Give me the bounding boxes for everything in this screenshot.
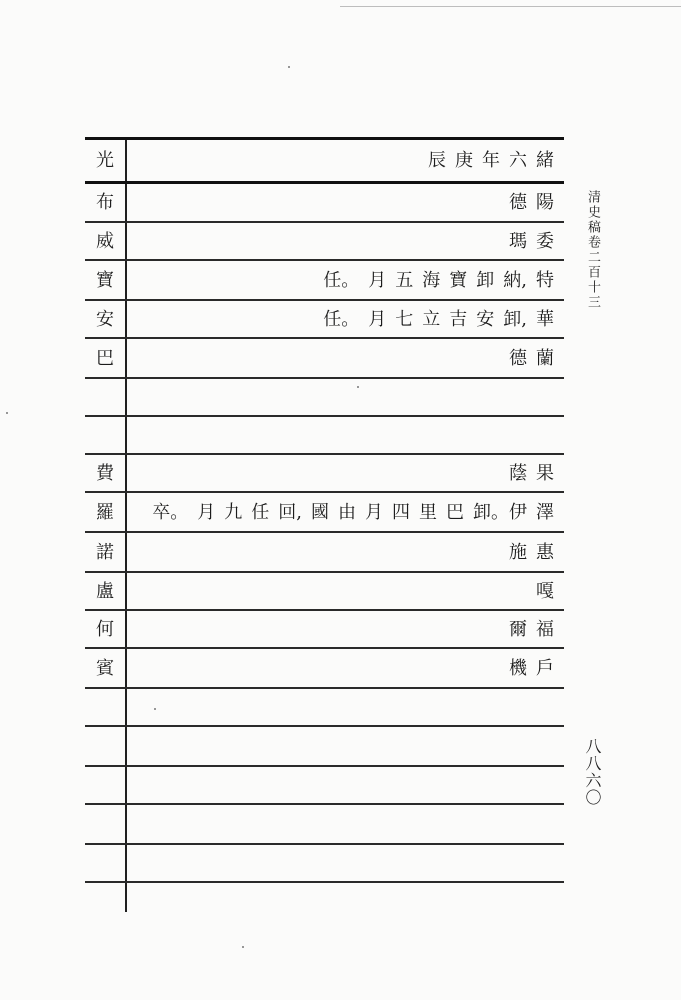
- row-token: 福: [536, 619, 554, 640]
- row-rule: [85, 531, 564, 533]
- row-text-5: [314, 299, 554, 337]
- row-token: 巴: [446, 502, 464, 523]
- row-text-3: [500, 221, 554, 259]
- row-token: 卒。: [152, 502, 189, 523]
- left-cell-14: 賓: [96, 658, 114, 679]
- row-rule: [85, 725, 564, 727]
- row-rule: [85, 299, 564, 301]
- row-token: 澤: [536, 502, 554, 523]
- row-token: 六: [509, 150, 527, 171]
- row-token: 德: [509, 192, 527, 213]
- row-token: 德: [509, 348, 527, 369]
- row-text-10: [143, 491, 554, 531]
- row-token: 年: [482, 150, 500, 171]
- row-rule: [85, 491, 564, 493]
- row-token: 四: [392, 502, 410, 523]
- left-cell-1: 光: [96, 150, 114, 171]
- row-token: 嘎: [536, 581, 554, 602]
- left-cell-6: 巴: [96, 348, 114, 369]
- row-rule: [85, 137, 564, 140]
- row-token: 吉: [449, 309, 468, 330]
- speck: [154, 708, 156, 710]
- row-token: 果: [536, 463, 554, 484]
- row-token: 任。: [323, 270, 360, 291]
- row-token: 任: [251, 502, 270, 523]
- row-rule: [85, 647, 564, 649]
- row-token: 九: [224, 502, 243, 523]
- row-text-6: [500, 337, 554, 377]
- row-rule: [85, 221, 564, 223]
- row-token: 瑪: [509, 231, 527, 252]
- row-text-14: [500, 647, 554, 687]
- row-token: 華: [536, 309, 554, 330]
- row-token: 里: [419, 502, 437, 523]
- register-table: [85, 137, 564, 912]
- row-rule: [85, 259, 564, 261]
- row-token: 卸,: [503, 309, 527, 330]
- row-token: 月: [368, 270, 387, 291]
- row-token: 月: [197, 502, 216, 523]
- row-rule: [85, 687, 564, 689]
- row-token: 緒: [536, 150, 554, 171]
- row-token: 卸。伊: [473, 502, 527, 523]
- row-token: 施: [509, 542, 527, 563]
- volume-title: 清史稿卷二百十三: [585, 190, 600, 310]
- column-divider: [125, 137, 127, 912]
- row-rule: [85, 181, 564, 184]
- top-rule: [340, 6, 681, 7]
- row-rule: [85, 415, 564, 417]
- row-text-13: [500, 609, 554, 647]
- row-rule: [85, 609, 564, 611]
- speck: [242, 946, 244, 948]
- left-cell-17: [85, 765, 125, 803]
- row-text-2: [500, 181, 554, 221]
- left-cell-12: 盧: [96, 581, 114, 602]
- row-token: 特: [536, 270, 554, 291]
- speck: [288, 66, 290, 68]
- row-token: 卸: [476, 270, 495, 291]
- row-token: 立: [422, 309, 441, 330]
- row-rule: [85, 881, 564, 883]
- row-token: 回,: [278, 502, 302, 523]
- row-rule: [85, 377, 564, 379]
- left-cell-19: [85, 843, 125, 881]
- row-token: 蘭: [536, 348, 554, 369]
- speck: [6, 412, 8, 414]
- row-token: 納,: [503, 270, 527, 291]
- row-rule: [85, 803, 564, 805]
- row-token: 惠: [536, 542, 554, 563]
- row-token: 由: [338, 502, 356, 523]
- left-cell-10: 羅: [96, 502, 114, 523]
- speck: [357, 386, 359, 388]
- row-token: 戶: [536, 658, 554, 679]
- row-token: 庚: [455, 150, 473, 171]
- row-text-1: [419, 137, 554, 181]
- row-token: 五: [395, 270, 414, 291]
- row-text-4: [314, 259, 554, 299]
- row-token: 辰: [428, 150, 446, 171]
- row-token: 海: [422, 270, 441, 291]
- page-number: 八八六〇: [583, 738, 602, 806]
- left-cell-9: 費: [96, 463, 114, 484]
- left-cell-15: [85, 687, 125, 725]
- row-rule: [85, 337, 564, 339]
- row-text-11: [500, 531, 554, 571]
- row-rule: [85, 453, 564, 455]
- left-cell-11: 諾: [96, 542, 114, 563]
- left-cell-5: 安: [96, 309, 114, 330]
- row-token: 七: [395, 309, 414, 330]
- left-cell-7: [85, 377, 125, 415]
- row-token: 月: [368, 309, 387, 330]
- left-cell-13: 何: [96, 619, 114, 640]
- left-cell-2: 布: [96, 192, 114, 213]
- row-token: 國: [311, 502, 329, 523]
- row-text-12: [527, 571, 554, 609]
- left-cell-16: [85, 725, 125, 765]
- row-token: 蔭: [509, 463, 527, 484]
- row-token: 委: [536, 231, 554, 252]
- row-token: 陽: [536, 192, 554, 213]
- row-rule: [85, 571, 564, 573]
- row-rule: [85, 765, 564, 767]
- row-token: 任。: [323, 309, 360, 330]
- left-cell-3: 威: [96, 231, 114, 252]
- row-token: 爾: [509, 619, 527, 640]
- row-text-9: [500, 453, 554, 491]
- left-cell-8: [85, 415, 125, 453]
- row-token: 月: [365, 502, 383, 523]
- left-cell-18: [85, 803, 125, 843]
- row-token: 安: [476, 309, 495, 330]
- row-token: 寶: [449, 270, 468, 291]
- left-cell-4: 寶: [96, 270, 114, 291]
- row-token: 機: [509, 658, 527, 679]
- row-rule: [85, 843, 564, 845]
